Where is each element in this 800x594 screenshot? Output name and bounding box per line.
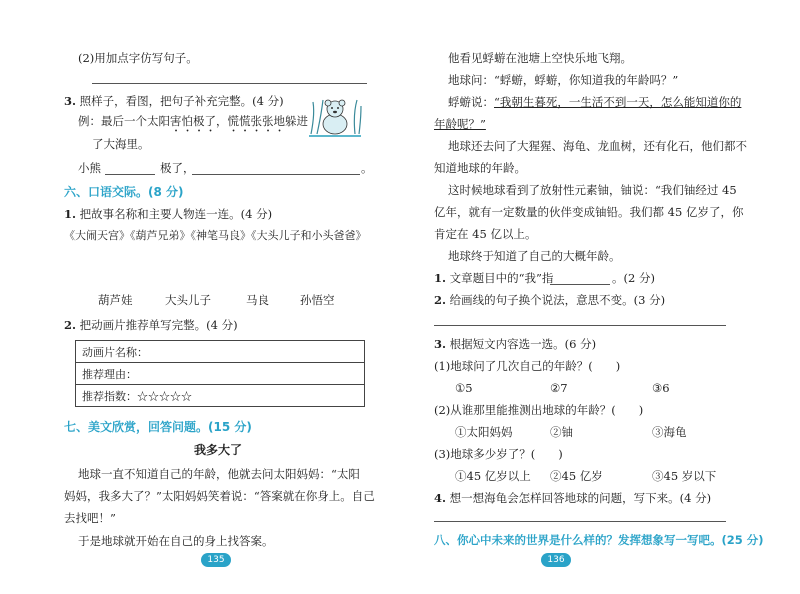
para2: 于是地球就开始在自己的身上找答案。	[78, 534, 274, 548]
section-8-heading: 八、你心中未来的世界是什么样的？发挥想象写一写吧。(25 分)	[434, 533, 764, 547]
s6-q2-prompt: 2. 把动画片推荐单写完整。(4 分)	[64, 318, 238, 332]
r-q4-answer-line[interactable]	[434, 521, 726, 522]
sub-question-3: (3)地球多少岁了？( )	[434, 447, 563, 461]
character-3[interactable]: 马良	[246, 293, 269, 307]
section-6-heading: 六、口语交际。(8 分)	[64, 185, 184, 199]
story-line: 地球问：“蜉蝣，蜉蝣，你知道我的年龄吗？”	[448, 73, 679, 87]
character-4[interactable]: 孙悟空	[300, 293, 335, 307]
fill-mid: 极了，	[160, 161, 195, 175]
page-number: 136	[541, 553, 571, 567]
character-2[interactable]: 大头儿子	[165, 293, 211, 307]
example-sentence-line1: 例：最后一个太阳害怕极了，慌慌张张地躲进	[78, 114, 308, 128]
r-q1-score: 。(2 分)	[612, 271, 655, 285]
bear-icon	[307, 94, 363, 138]
r-q2-answer-line[interactable]	[434, 325, 726, 326]
section-7-heading: 七、美文欣赏，回答问题。(15 分)	[64, 420, 252, 434]
sub-question-1: (1)地球问了几次自己的年龄？( )	[434, 359, 621, 373]
r-q1-prompt: 1. 文章题目中的“我”指	[434, 271, 554, 285]
q2-answer-line[interactable]	[92, 83, 367, 84]
fill-blank-1[interactable]	[105, 174, 155, 175]
story-line: 地球还去问了大猩猩、海龟、龙血树，还有化石，他们都不	[448, 139, 747, 153]
story-line: 知道地球的年龄。	[434, 161, 526, 175]
table-row[interactable]: 推荐理由：	[76, 363, 365, 385]
example-sentence-line2: 了大海里。	[92, 137, 150, 151]
option[interactable]: ③海龟	[652, 425, 687, 439]
fill-blank-2[interactable]	[192, 174, 360, 175]
option[interactable]: ①太阳妈妈	[455, 425, 513, 439]
para1-line1: 地球一直不知道自己的年龄，他就去问太阳妈妈：“太阳	[78, 467, 360, 481]
fill-sentence: 小熊	[78, 161, 101, 175]
q3-prompt: 3. 照样子，看图，把句子补充完整。(4 分)	[64, 94, 284, 108]
option[interactable]: ②45 亿岁	[550, 469, 603, 483]
option[interactable]: ③45 岁以下	[652, 469, 717, 483]
option[interactable]: ②铀	[550, 425, 573, 439]
story-line: 亿年，就有一定数量的伙伴变成铀铅。我们都 45 亿岁了，你	[434, 205, 744, 219]
r-q3-prompt: 3. 根据短文内容选一选。(6 分)	[434, 337, 597, 351]
character-1[interactable]: 葫芦娃	[98, 293, 133, 307]
fill-end: 。	[361, 161, 373, 175]
recommendation-table	[75, 340, 365, 407]
para1-line3: 去找吧！”	[64, 511, 116, 525]
para1-line2: 妈妈，我多大了？”太阳妈妈笑着说：“答案就在你身上。自己	[64, 489, 375, 503]
option[interactable]: ③6	[652, 381, 670, 395]
option[interactable]: ②7	[550, 381, 568, 395]
q2-prompt: (2)用加点字仿写句子。	[78, 51, 198, 65]
option[interactable]: ①5	[455, 381, 473, 395]
table-row[interactable]: 动画片名称：	[76, 341, 365, 363]
page-number: 135	[201, 553, 231, 567]
r-q4-prompt: 4. 想一想海龟会怎样回答地球的问题，写下来。(4 分)	[434, 491, 712, 505]
underlined-sentence-end: 年龄呢？”	[434, 117, 486, 131]
story-line: 蜉蝣说：“我朝生暮死，一生活不到一天，怎么能知道你的	[448, 95, 742, 109]
r-q1-blank[interactable]	[550, 284, 610, 285]
story-line: 这时候地球看到了放射性元素铀，铀说：“我们铀经过 45	[448, 183, 737, 197]
option[interactable]: ①45 亿岁以上	[455, 469, 531, 483]
story-line: 地球终于知道了自己的大概年龄。	[448, 249, 621, 263]
s6-q1-prompt: 1. 把故事名称和主要人物连一连。(4 分)	[64, 207, 273, 221]
story-title: 我多大了	[194, 443, 243, 457]
story-line: 肯定在 45 亿以上。	[434, 227, 537, 241]
r-q2-prompt: 2. 给画线的句子换个说法，意思不变。(3 分)	[434, 293, 666, 307]
table-row[interactable]: 推荐指数：☆☆☆☆☆	[76, 385, 365, 407]
story-line: 他看见蜉蝣在池塘上空快乐地飞翔。	[448, 51, 632, 65]
right-page	[400, 0, 800, 594]
sub-question-2: (2)从谁那里能推测出地球的年龄？( )	[434, 403, 644, 417]
story-names: 《大闹天宫》《葫芦兄弟》《神笔马良》《大头儿子和小头爸爸》	[64, 229, 367, 242]
